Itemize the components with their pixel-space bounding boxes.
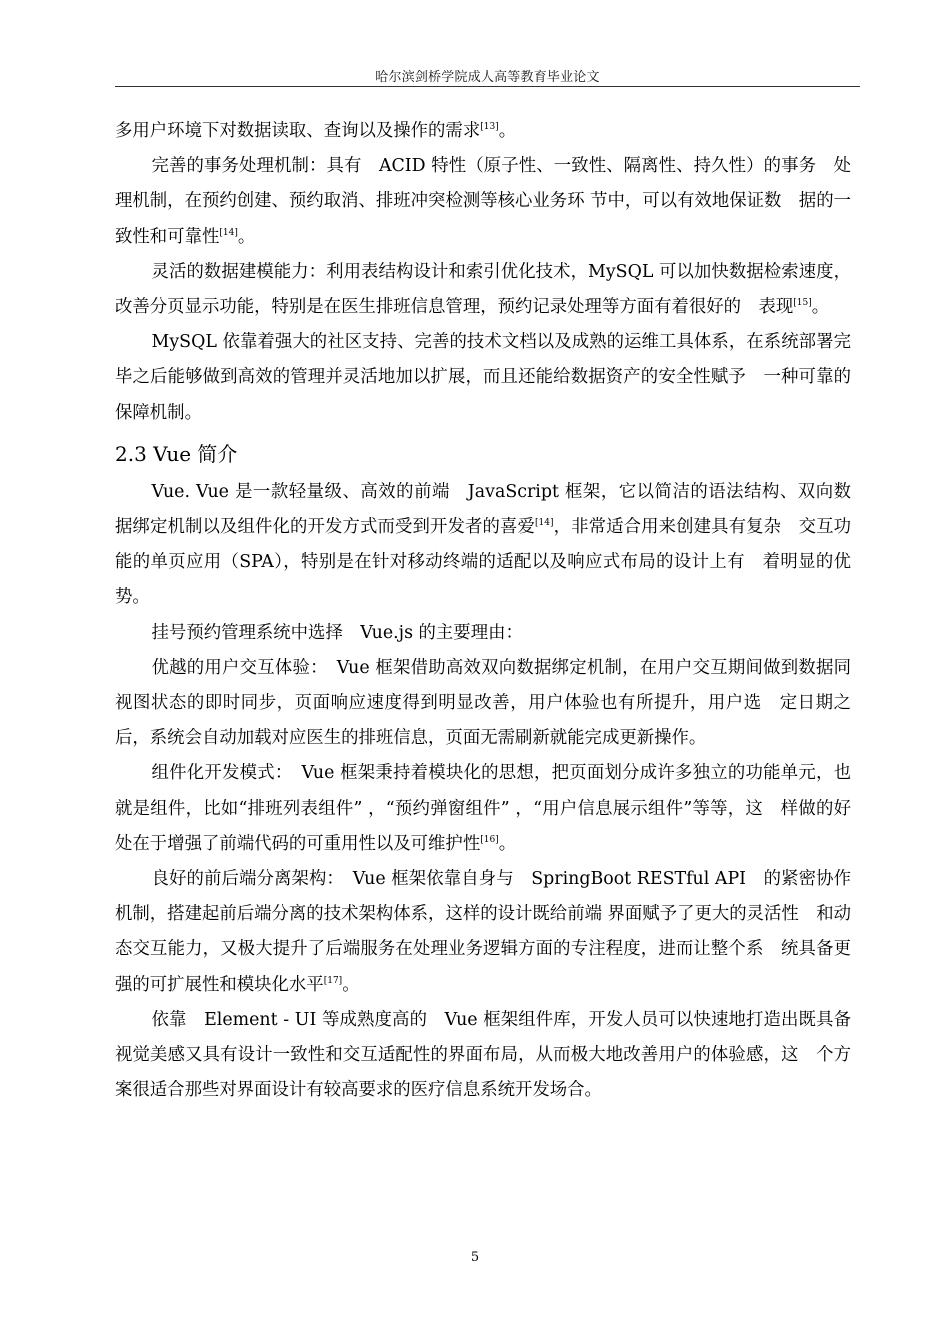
paragraph-4 <box>115 325 851 431</box>
paragraph-text: 良好的前后端分离架构： Vue 框架依靠自身与 SpringBoot RESTful API 的紧密协作 机制，搭建起前后端分离的技术架构体系，这样的设计既给前端 界面赋予了更大的灵活性 和动态交互能力，又极大提升了后端服务在处理业务逻辑方面的专注程度，进而让整个系 统具备更强的可扩展性和模块化水平 <box>115 869 869 995</box>
paragraph-10 <box>115 1003 869 1109</box>
paragraph-text: Vue. Vue 是一款轻量级、高效的前端 JavaScript 框架，它以简洁的语法结构、双向数 据绑定机制以及组件化的开发方式而受到开发者的喜爱 <box>115 481 869 538</box>
paragraph-8 <box>115 756 851 862</box>
running-header: 哈尔滨剑桥学院成人高等教育毕业论文 <box>375 70 600 85</box>
section-heading: 2.3 Vue 简介 <box>115 441 238 466</box>
paragraph-1 <box>115 114 851 149</box>
paragraph-text: 灵活的数据建模能力：利用表结构设计和索引优化技术，MySQL 可以加快数据检索速度，改善分页显示功能，特别是在医生排班信息管理，预约记录处理等方面有着很好的 表现 <box>115 261 851 318</box>
citation: [13] <box>480 122 499 132</box>
paragraph-end: 。 <box>342 974 360 995</box>
paragraph-5 <box>115 475 869 616</box>
citation: [15] <box>793 298 812 309</box>
header-rule <box>115 86 860 87</box>
body-text <box>115 114 869 1108</box>
page-number: 5 <box>470 1250 480 1265</box>
paragraph-2 <box>115 149 851 255</box>
citation: [14] <box>219 227 238 238</box>
paragraph-end: ，非常适合用来创建具有复杂 交互功能的单页应用（SPA），特别是在针对移动终端的适配以及响应式布局的设计上有 着明显的优势。 <box>115 517 851 608</box>
paragraph-7 <box>115 651 851 757</box>
paragraph-text: 完善的事务处理机制：具有 ACID 特性（原子性、一致性、隔离性、持久性）的事务 处理机制，在预约创建、预约取消、排班冲突检测等核心业务环 节中，可以有效地保证数 据的一致性和可靠性 <box>115 156 851 247</box>
citation: [17] <box>323 975 343 986</box>
paragraph-end: 。 <box>811 297 830 318</box>
paragraph-text: 挂号预约管理系统中选择 Vue.js 的主要理由： <box>151 622 523 643</box>
paragraph-text: 优越的用户交互体验： Vue 框架借助高效双向数据绑定机制，在用户交互期间做到数据同视图状态的即时同步，页面响应速度得到明显改善，用户体验也有所提升，用户选 定日期之后，系统会自动加载对应医生的排班信息，页面无需刷新就能完成更新操作。 <box>115 657 851 749</box>
paragraph-3 <box>115 255 851 325</box>
citation: [16] <box>480 834 499 845</box>
paragraph-text: 组件化开发模式： Vue 框架秉持着模块化的思想，把页面划分成许多独立的功能单元，也就是组件，比如“排班列表组件” ，“预约弹窗组件” ，“用户信息展示组件”等等，这 样做的好处在于增强了前端代码的可重用性以及可维护性 <box>115 763 851 854</box>
paragraph-9 <box>115 862 869 1003</box>
paragraph-end: 。 <box>498 121 517 141</box>
paragraph-text: 多用户环境下对数据读取、查询以及操作的需求 <box>115 121 481 141</box>
paragraph-end: 。 <box>237 226 256 247</box>
paragraph-end: 。 <box>498 833 517 854</box>
paragraph-6 <box>115 616 851 651</box>
paragraph-text: MySQL 依靠着强大的社区支持、完善的技术文档以及成熟的运维工具体系，在系统部署完毕之后能够做到高效的管理并灵活地加以扩展，而且还能给数据资产的安全性赋予 一种可靠的保障机制。 <box>115 332 851 423</box>
paragraph-text: 依靠 Element - UI 等成熟度高的 Vue 框架组件库，开发人员可以快速地打造出既具备 视觉美感又具有设计一致性和交互适配性的界面布局，从而极大地改善用户的体验感，这 个方案很适合那些对界面设计有较高要求的医疗信息系统开发场合。 <box>115 1009 869 1101</box>
citation: [14] <box>535 518 554 529</box>
